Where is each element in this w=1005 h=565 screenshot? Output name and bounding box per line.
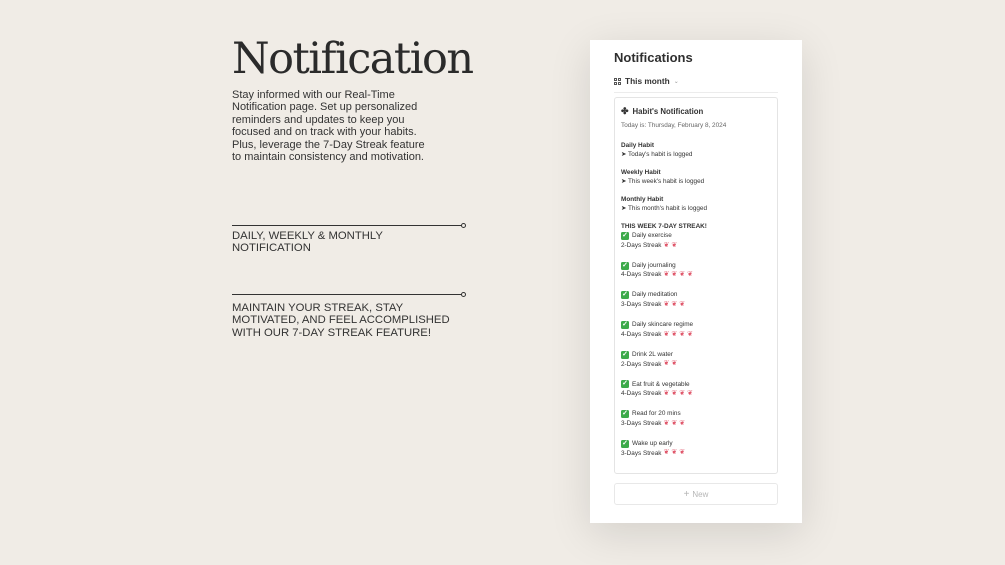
habit-status: ➤ Today's habit is logged [621, 151, 693, 158]
streak-item [621, 380, 771, 399]
tulip-icon: ❦ [679, 390, 686, 398]
card-header [621, 105, 771, 117]
tulip-icon: ❦ [671, 390, 678, 398]
clover-icon: ✤ [621, 105, 629, 116]
streak-name: Drink 2L water [632, 350, 673, 358]
streak-name: Daily exercise [632, 232, 672, 239]
streak-name-row [621, 439, 771, 449]
section-label-streak: MAINTAIN YOUR STREAK, STAY MOTIVATED, AND FEEL ACCOMPLISHED WITH OUR 7-DAY STREAK FEATURE! [232, 302, 450, 339]
habit-status: ➤ This week's habit is logged [621, 178, 705, 185]
tulip-icon: ❦ [679, 271, 686, 279]
streak-item [621, 350, 771, 369]
streak-value-row [621, 300, 771, 310]
streak-value-row [621, 389, 771, 399]
streak-name: Daily journaling [632, 261, 676, 269]
habit-item [621, 168, 771, 186]
divider-line [232, 294, 464, 295]
check-box-icon: ✓ [622, 261, 628, 269]
tulip-icon: ❦ [663, 300, 670, 308]
streak-item [621, 320, 771, 339]
streak-value-row [621, 241, 771, 251]
habit-status: ➤ This month's habit is logged [621, 205, 708, 212]
gallery-grid-icon [614, 78, 621, 85]
streak-label: 4-Days Streak [621, 390, 662, 398]
habit-notification-card[interactable] [614, 97, 778, 474]
habit-item [621, 195, 771, 213]
tulip-icon: ❦ [671, 449, 678, 457]
habit-title: Weekly Habit [621, 169, 661, 176]
tulip-icon: ❦ [687, 390, 693, 398]
plus-icon: + [683, 488, 690, 500]
card-title: Habit's Notification [632, 106, 704, 116]
streak-name-row [621, 231, 771, 241]
divider-line [232, 225, 464, 226]
streak-label: 2-Days Streak [621, 360, 662, 368]
check-box-icon: ✓ [622, 380, 628, 388]
streak-item [621, 290, 771, 309]
check-box-icon: ✓ [622, 320, 628, 328]
streak-name: Read for 20 mins [632, 410, 681, 418]
streak-name-row [621, 320, 771, 330]
streak-name-row [621, 290, 771, 300]
today-date: Today is: Thursday, February 8, 2024 [621, 122, 727, 129]
tulip-icon: ❦ [679, 419, 686, 427]
streak-name-row [621, 380, 771, 390]
streak-value-row [621, 419, 771, 429]
streak-label: 3-Days Streak [621, 419, 662, 427]
streak-name: Daily skincare regime [632, 321, 694, 329]
new-button[interactable] [614, 483, 778, 505]
tulip-icon: ❦ [663, 271, 670, 279]
habit-title: Monthly Habit [621, 196, 664, 203]
streak-name-row [621, 409, 771, 419]
hero-title: Notification [232, 34, 473, 84]
habit-title: Daily Habit [621, 142, 655, 149]
tulip-icon: ❦ [663, 390, 670, 398]
streak-label: 2-Days Streak [621, 241, 662, 249]
streak-value-row [621, 330, 771, 340]
streak-item [621, 261, 771, 280]
streak-value-row [621, 449, 771, 459]
streak-name: Daily meditation [632, 291, 678, 299]
streak-name-row [621, 261, 771, 271]
tulip-icon: ❦ [687, 271, 693, 279]
streak-value-row [621, 360, 771, 370]
streak-item [621, 439, 771, 458]
tulip-icon: ❦ [671, 300, 678, 308]
habit-item [621, 141, 771, 159]
tulip-icon: ❦ [679, 300, 686, 308]
view-selector[interactable] [614, 73, 778, 93]
tulip-icon: ❦ [663, 449, 670, 457]
streak-name: Eat fruit & vegetable [632, 380, 690, 388]
streak-list [621, 231, 771, 458]
streak-label: 3-Days Streak [621, 301, 662, 309]
check-box-icon: ✓ [622, 291, 628, 299]
panel-title: Notifications [614, 50, 693, 65]
tulip-icon: ❦ [671, 419, 678, 427]
tulip-icon: ❦ [679, 330, 686, 338]
new-button-label: New [692, 489, 709, 499]
view-label: This month [625, 76, 670, 86]
check-box-icon: ✓ [622, 439, 628, 447]
section-label-notifications: DAILY, WEEKLY & MONTHLY NOTIFICATION [232, 230, 383, 255]
tulip-icon: ❦ [663, 330, 670, 338]
chevron-down-icon: ⌄ [673, 78, 679, 85]
tulip-icon: ❦ [663, 419, 670, 427]
streak-item [621, 231, 771, 250]
hero-description: Stay informed with our Real-Time Notification page. Set up personalized reminders and updates to keep you focused and on track with your habits. Plus, leverage the 7-Day Streak feature to maintain consistency and motivation. [232, 89, 425, 164]
tulip-icon: ❦ [663, 241, 670, 249]
streak-name: Wake up early [632, 439, 673, 447]
tulip-icon: ❦ [671, 241, 678, 249]
tulip-icon: ❦ [671, 271, 678, 279]
check-box-icon: ✓ [622, 231, 628, 239]
check-box-icon: ✓ [622, 410, 628, 418]
tulip-icon: ❦ [687, 330, 693, 338]
streak-heading: THIS WEEK 7-DAY STREAK! [621, 223, 707, 230]
streak-value-row [621, 270, 771, 280]
notifications-panel [590, 40, 802, 523]
streak-label: 4-Days Streak [621, 271, 662, 279]
tulip-icon: ❦ [671, 330, 678, 338]
streak-name-row [621, 350, 771, 360]
tulip-icon: ❦ [671, 360, 678, 368]
check-box-icon: ✓ [622, 350, 628, 358]
streak-item [621, 409, 771, 428]
streak-label: 4-Days Streak [621, 330, 662, 338]
tulip-icon: ❦ [679, 449, 686, 457]
tulip-icon: ❦ [663, 360, 670, 368]
streak-label: 3-Days Streak [621, 449, 662, 457]
